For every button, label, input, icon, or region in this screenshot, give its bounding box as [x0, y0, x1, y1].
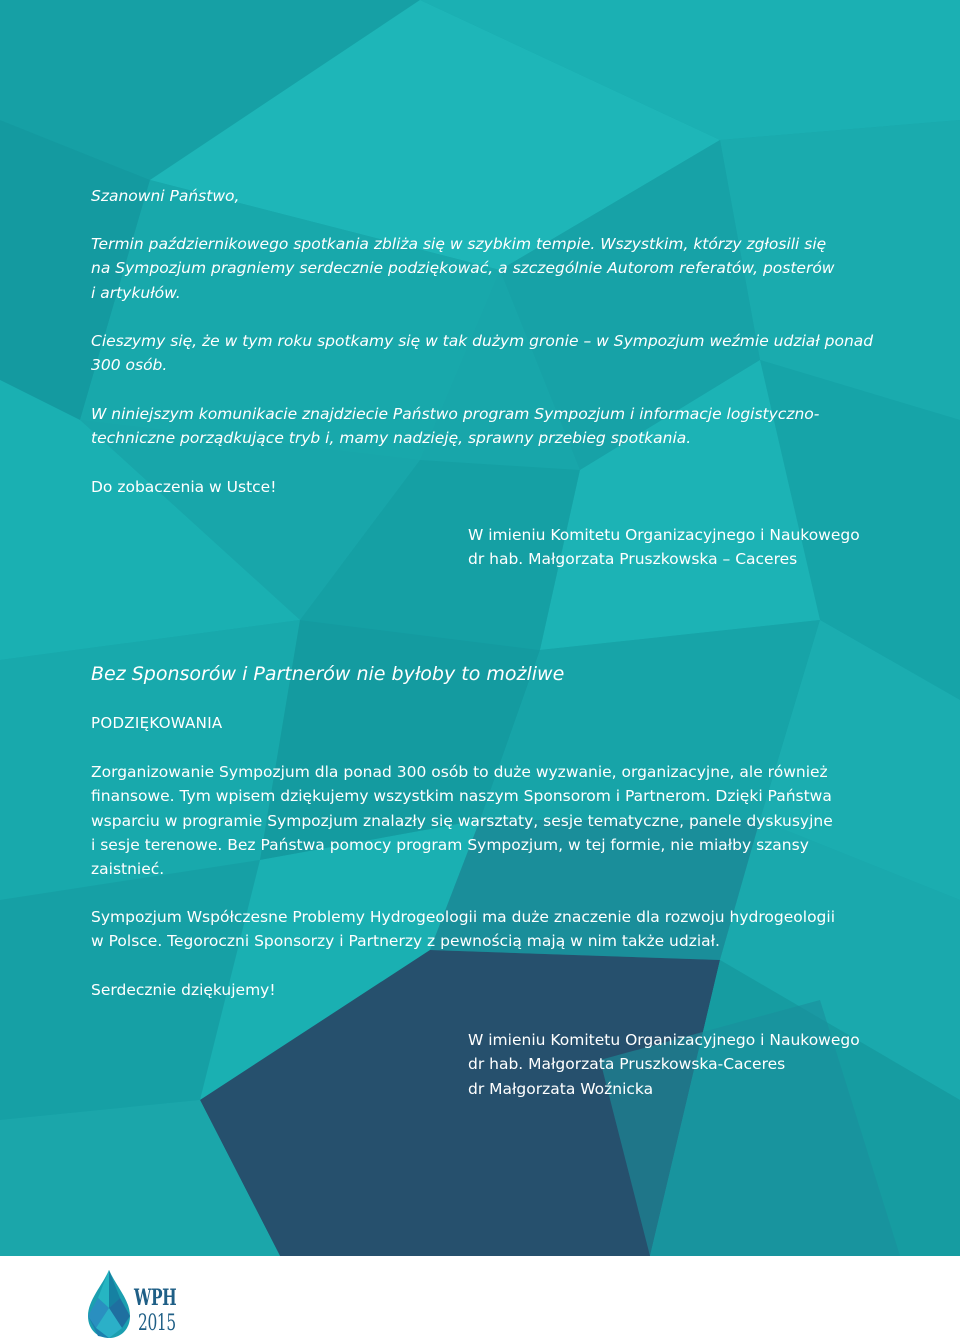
greeting: Szanowni Państwo,: [91, 187, 240, 205]
thanks-closing: Serdecznie dziękujemy!: [91, 981, 276, 999]
logo-text-wph: WPH: [134, 1285, 177, 1311]
thanks-paragraph-1: Zorganizowanie Sympozjum dla ponad 300 osób to duże wyzwanie, organizacyjne, ale również finansowe. Tym wpisem dziękujemy wszystkim naszym Sponsorom i Partnerom. Dzięki Państwa wsparciu w programie Sympozjum znalazły się warsztaty, sesje tematyczne, panele dyskusyjne i sesje terenowe. Bez Państwa pomocy program Sympozjum, w tej formie, nie miałby szansy zaistnieć.: [91, 763, 833, 879]
thanks-signature: W imieniu Komitetu Organizacyjnego i Naukowego dr hab. Małgorzata Pruszkowska-Caceres dr Małgorzata Woźnicka: [468, 1031, 860, 1098]
thanks-heading: Bez Sponsorów i Partnerów nie byłoby to możliwe: [91, 663, 565, 685]
thanks-paragraph-2: Sympozjum Współczesne Problemy Hydrogeologii ma duże znaczenie dla rozwoju hydrogeologii w Polsce. Tegoroczni Sponsorzy i Partnerzy z pewnością mają w nim także udział.: [91, 908, 836, 951]
letter-paragraph-1: Termin październikowego spotkania zbliża się w szybkim tempie. Wszystkim, którzy zgłosili się na Sympozjum pragniemy serdecznie podziękować, a szczególnie Autorom referatów, posterów i artykułów.: [91, 235, 835, 302]
letter-paragraph-2: Cieszymy się, że w tym roku spotkamy się w tak dużym gronie – w Sympozjum weźmie udział ponad 300 osób.: [91, 332, 874, 375]
letter-closing: Do zobaczenia w Ustce!: [91, 478, 277, 496]
letter-paragraph-3: W niniejszym komunikacie znajdziecie Państwo program Sympozjum i informacje logistyczno- techniczne porządkujące tryb i, mamy nadzieję, sprawny przebieg spotkania.: [91, 405, 820, 448]
thanks-label: PODZIĘKOWANIA: [91, 714, 223, 732]
letter-signature: W imieniu Komitetu Organizacyjnego i Naukowego dr hab. Małgorzata Pruszkowska – Caceres: [468, 526, 860, 569]
logo-text-year: 2015: [138, 1311, 176, 1336]
